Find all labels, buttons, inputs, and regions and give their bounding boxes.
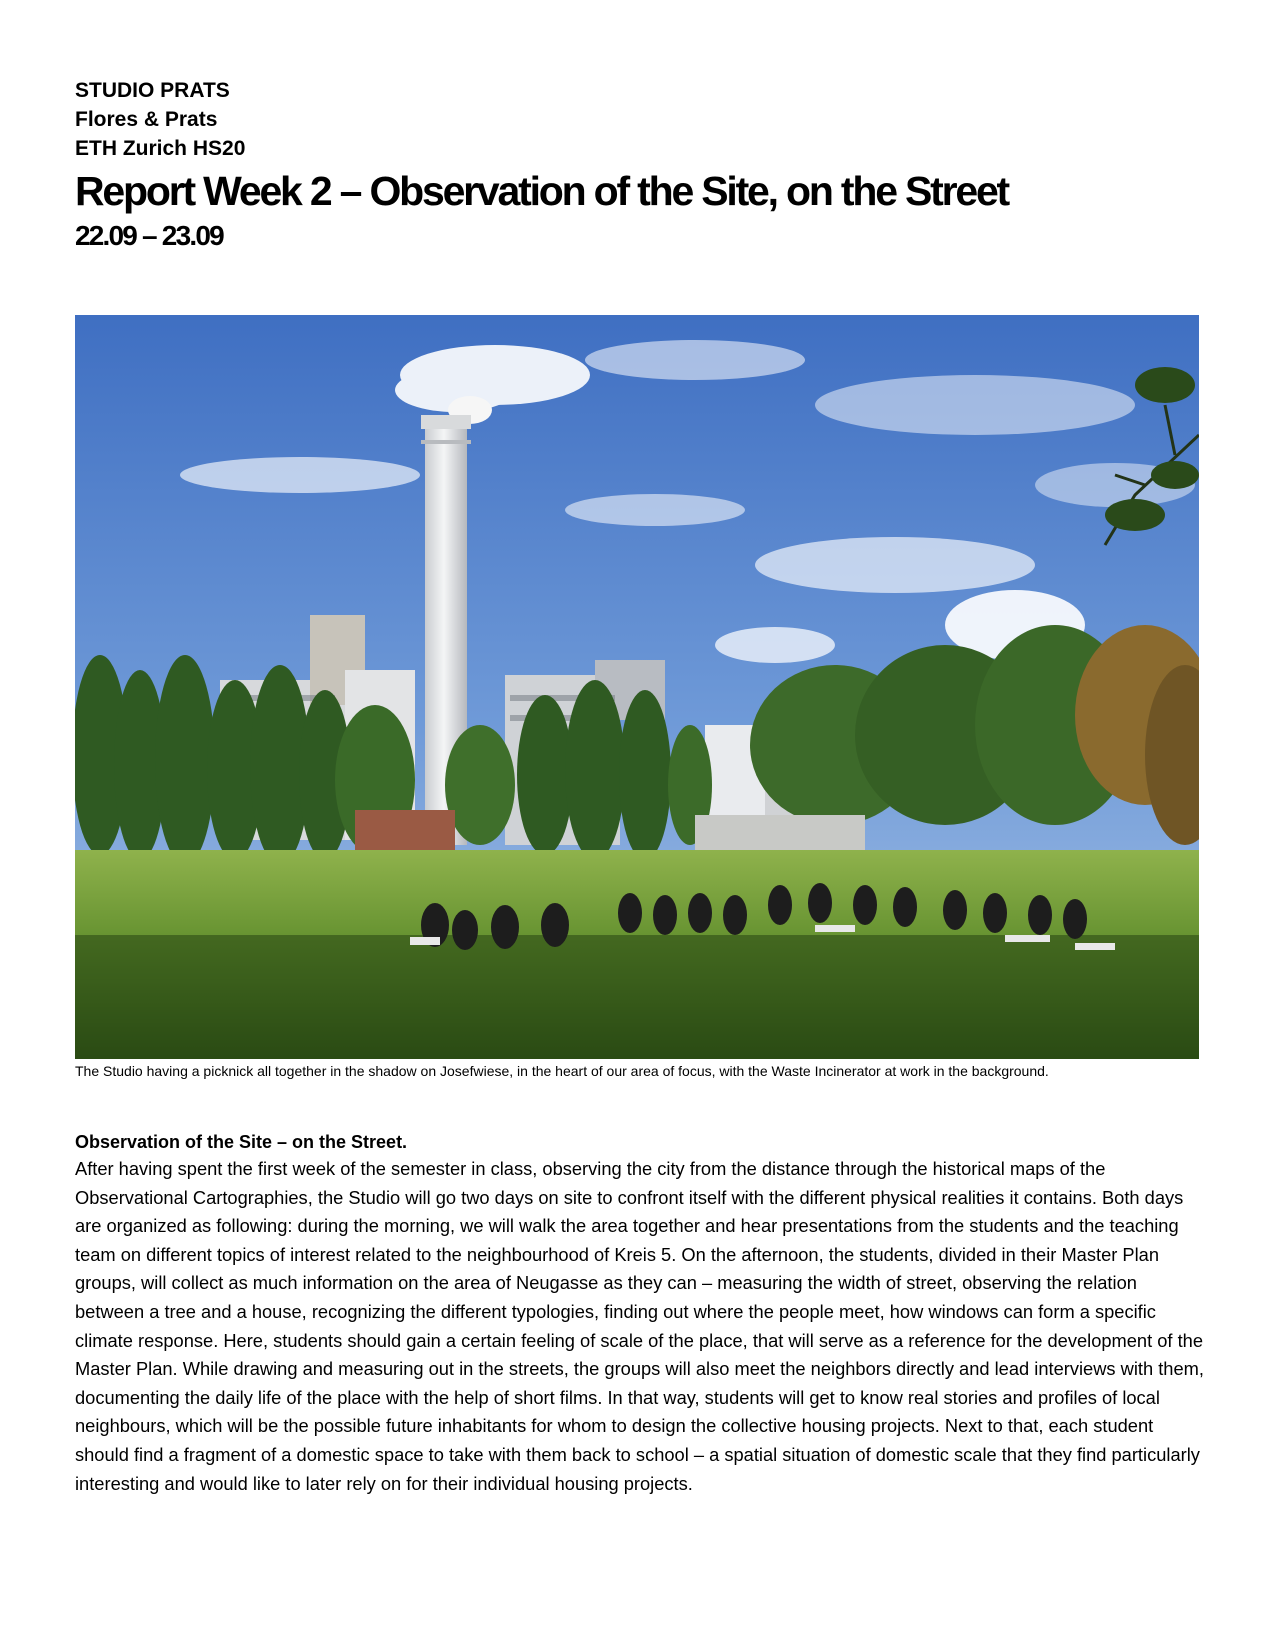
observation-section bbox=[75, 1130, 1205, 1498]
date-range: 22.09 – 23.09 bbox=[75, 220, 223, 251]
photo-caption: The Studio having a picknick all together in the shadow on Josefwiese, in the heart of our area of focus, with the Waste Incinerator at work in the background. bbox=[75, 1063, 1049, 1079]
teachers-name: Flores & Prats bbox=[75, 108, 218, 131]
studio-name: STUDIO PRATS bbox=[75, 79, 230, 102]
section-heading: Observation of the Site – on the Street. bbox=[75, 1132, 408, 1152]
school-semester: ETH Zurich HS20 bbox=[75, 137, 246, 160]
page-title: Report Week 2 – Observation of the Site, on the Street bbox=[75, 168, 1009, 214]
document-header bbox=[75, 76, 1205, 253]
site-photo bbox=[75, 315, 1199, 1059]
section-body: After having spent the first week of the semester in class, observing the city from the distance through the historical maps of the Observational Cartographies, the Studio will go two days on site to confront itself with the different physical realities it contains. Both days are organized as following: during the morning, we will walk the area together and hear presentations from the students and the teaching team on different topics of interest related to the neighbourhood of Kreis 5. On the afternoon, the students, divided in their Master Plan groups, will collect as much information on the area of Neugasse as they can – measuring the width of street, observing the relation between a tree and a house, recognizing the different typologies, finding out where the people meet, how windows can form a specific climate response. Here, students should gain a certain feeling of scale of the place, that will serve as a reference for the development of the Master Plan. While drawing and measuring out in the streets, the groups will also meet the neighbors directly and lead interviews with them, documenting the daily life of the place with the help of short films. In that way, students will get to know real stories and profiles of local neighbours, which will be the possible future inhabitants for whom to design the collective housing projects. Next to that, each student should find a fragment of a domestic space to take with them back to school – a spatial situation of domestic scale that they find particularly interesting and would like to later rely on for their individual housing projects. bbox=[75, 1158, 1204, 1494]
